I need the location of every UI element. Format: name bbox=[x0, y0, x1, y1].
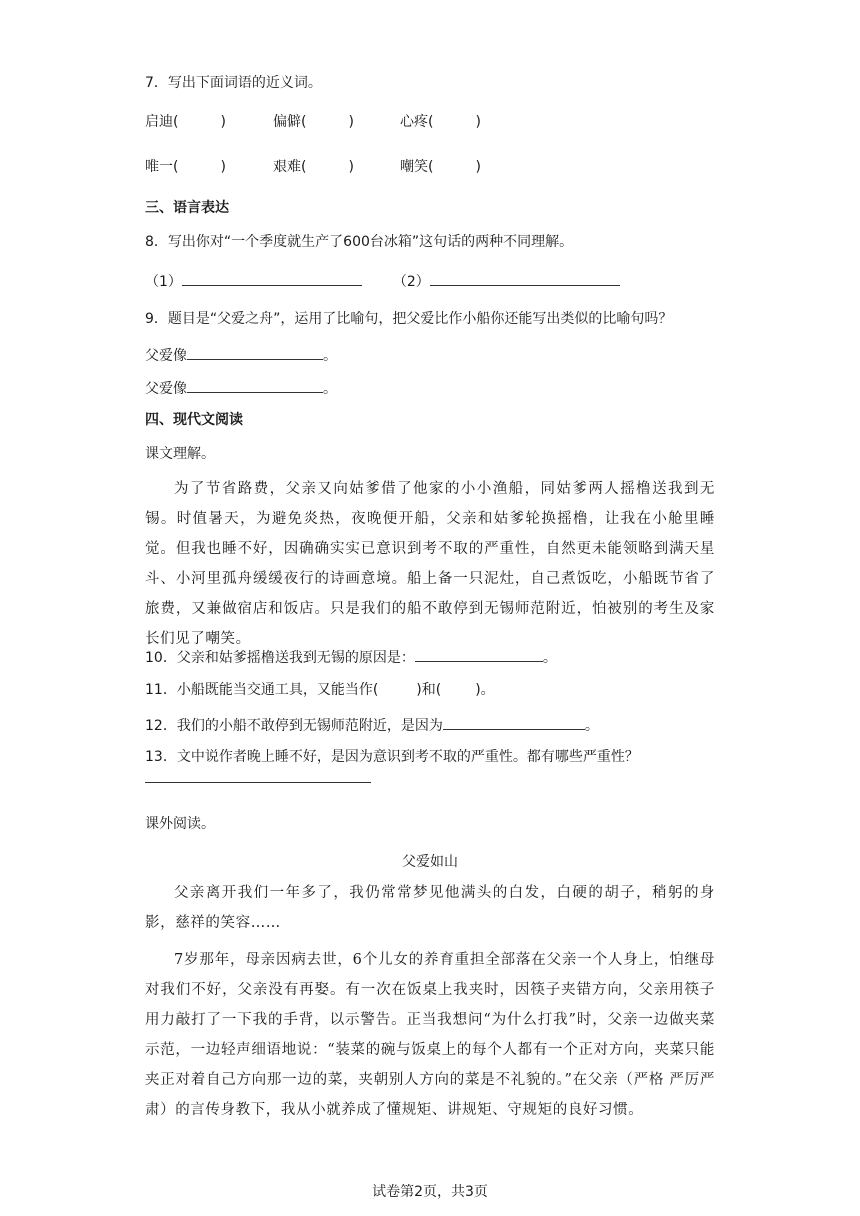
section-4-heading: 四、现代文阅读 bbox=[145, 412, 243, 428]
synonym-item: 嘲笑( ) bbox=[400, 159, 481, 175]
question-11-part-c: )。 bbox=[475, 682, 495, 698]
passage-1: 为了节省路费，父亲又向姑爹借了他家的小小渔船，同姑爹两人摇橹送我到无锡。时值暑天，为避免炎热，夜晚便开船，父亲和姑爹轮换摇橹，让我在小舱里睡觉。但我也睡不好，因确确实实已意识到考不取的严重性，自然更未能领略到满天星斗、小河里孤舟缓缓夜行的诗画意境。船上备一只泥灶，自己煮饭吃，小船既节省了旅费，又兼做宿店和饭店。只是我们的船不敢停到无锡师范附近，怕被别的考生及家长们见了嘲笑。 bbox=[145, 481, 715, 647]
question-8-title: 8．写出你对“一个季度就生产了600台冰箱”这句话的两种不同理解。 bbox=[145, 234, 574, 250]
question-10-end: 。 bbox=[542, 650, 557, 666]
synonym-item: 唯一( ) bbox=[145, 159, 226, 175]
answer-blank bbox=[182, 270, 362, 286]
question-11-part-a: 11．小船既能当交通工具，又能当作( bbox=[145, 682, 379, 698]
question-11-part-b: )和( bbox=[416, 682, 442, 698]
question-9-title: 9．题目是“父爱之舟”，运用了比喻句，把父爱比作小船你还能写出类似的比喻句吗？ bbox=[145, 311, 673, 327]
synonym-item: 心疼( ) bbox=[400, 114, 481, 130]
in-class-label: 课文理解。 bbox=[145, 446, 215, 462]
simile-prefix: 父爱像 bbox=[145, 348, 187, 364]
question-10-text: 10．父亲和姑爹摇橹送我到无锡的原因是： bbox=[145, 650, 415, 666]
synonym-item: 启迪( ) bbox=[145, 114, 226, 130]
question-11 bbox=[145, 680, 495, 700]
question-12-end: 。 bbox=[584, 718, 599, 734]
section-3-heading: 三、语言表达 bbox=[145, 200, 229, 216]
extra-reading-label: 课外阅读。 bbox=[145, 816, 215, 832]
simile-prefix: 父爱像 bbox=[145, 381, 187, 397]
question-9-line-2 bbox=[145, 377, 337, 399]
question-9-line-1 bbox=[145, 344, 337, 366]
answer-blank bbox=[430, 270, 620, 286]
question-13: 13．文中说作者晚上睡不好，是因为意识到考不取的严重性。都有哪些严重性？ bbox=[145, 749, 639, 765]
answer-blank bbox=[443, 714, 585, 730]
answer-line bbox=[145, 782, 371, 783]
answer-label-1: （1） bbox=[145, 274, 182, 290]
answer-label-2: （2） bbox=[392, 274, 430, 290]
passage-2-paragraph-2: 7岁那年，母亲因病去世，6个儿女的养育重担全部落在父亲一个人身上，怕继母对我们不好，父亲没有再娶。有一次在饭桌上我夹时，因筷子夹错方向，父亲用筷子用力敲打了一下我的手背，以示警告。正当我想问“为什么打我”时，父亲一边做夹菜示范，一边轻声细语地说：“装菜的碗与饭桌上的每个人都有一个正对方向，夹菜只能夹正对着自己方向那一边的菜，夹朝别人方向的菜是不礼貌的。”在父亲（严格 严厉严肃）的言传身教下，我从小就养成了懂规矩、讲规矩、守规矩的良好习惯。 bbox=[145, 952, 715, 1118]
page-footer: 试卷第2页，共3页 bbox=[372, 1184, 488, 1200]
question-12-text: 12．我们的小船不敢停到无锡师范附近，是因为 bbox=[145, 718, 443, 734]
question-12 bbox=[145, 714, 599, 736]
synonym-item: 艰难( ) bbox=[273, 159, 354, 175]
simile-suffix: 。 bbox=[323, 348, 337, 364]
synonym-item: 偏僻( ) bbox=[273, 114, 354, 130]
answer-blank bbox=[415, 646, 543, 662]
question-10 bbox=[145, 646, 557, 668]
answer-blank bbox=[187, 377, 323, 393]
answer-blank bbox=[187, 344, 323, 360]
question-7-title: 7．写出下面词语的近义词。 bbox=[145, 75, 322, 91]
passage-2-paragraph-1: 父亲离开我们一年多了，我仍常常梦见他满头的白发，白硬的胡子，稍躬的身影，慈祥的笑容…… bbox=[145, 885, 715, 931]
article-title: 父爱如山 bbox=[402, 854, 458, 870]
question-8-answers bbox=[145, 270, 620, 292]
simile-suffix: 。 bbox=[323, 381, 337, 397]
